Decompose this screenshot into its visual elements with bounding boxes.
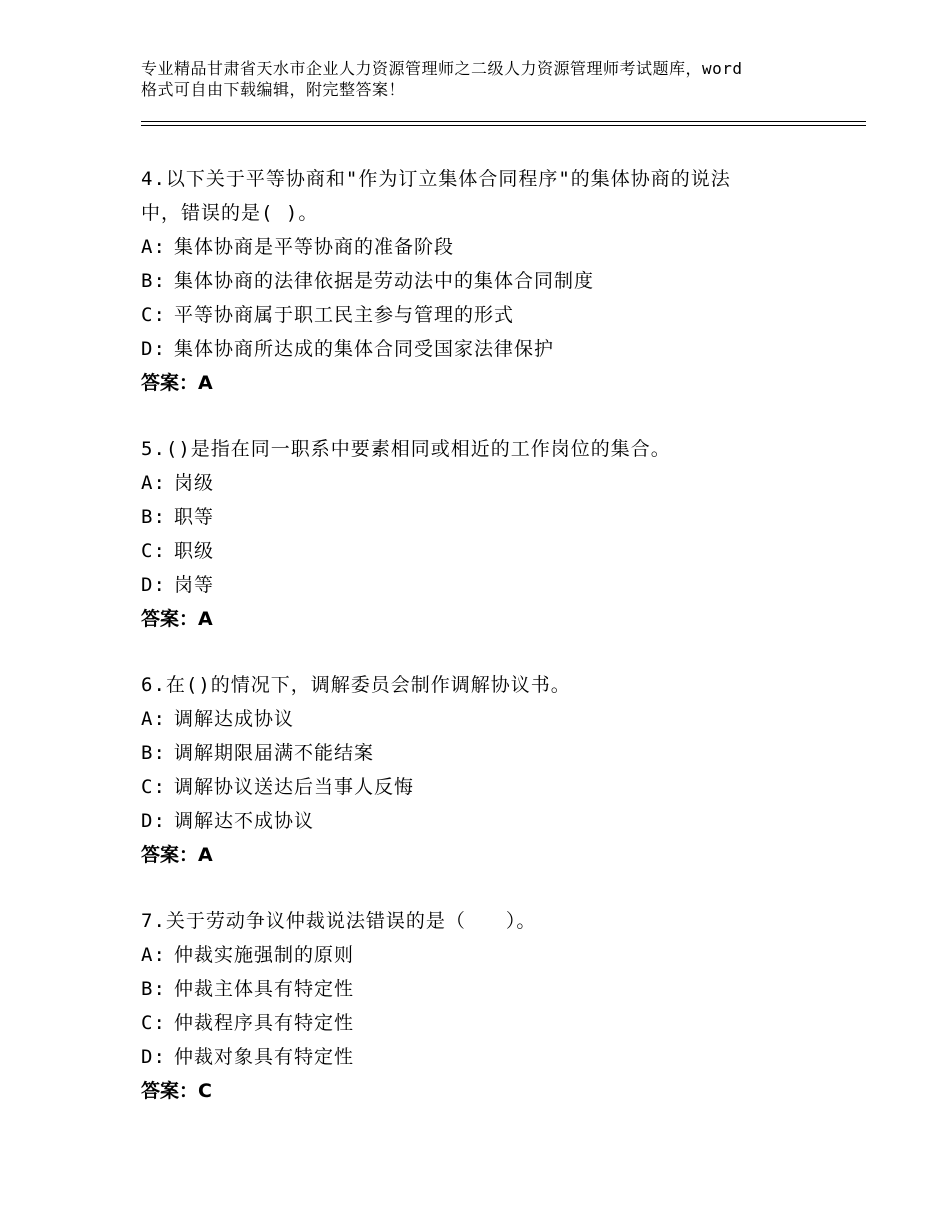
- option-letter: A:: [141, 472, 166, 494]
- question-6: [141, 668, 861, 872]
- option-letter: D:: [141, 810, 166, 832]
- option-d: [141, 1040, 861, 1074]
- question-5: [141, 432, 861, 636]
- question-stem-line: 4.以下关于平等协商和"作为订立集体合同程序"的集体协商的说法: [141, 168, 731, 190]
- option-a: [141, 230, 861, 264]
- option-a: [141, 938, 861, 972]
- option-text: 调解达不成协议: [174, 810, 315, 832]
- option-letter: C:: [141, 540, 166, 562]
- question-stem: [141, 432, 861, 466]
- question-4: [141, 162, 861, 400]
- option-text: 仲裁主体具有特定性: [174, 978, 355, 1000]
- option-letter: D:: [141, 338, 166, 360]
- option-text: 仲裁程序具有特定性: [174, 1012, 355, 1034]
- option-text: 调解达成协议: [174, 708, 295, 730]
- option-c: [141, 770, 861, 804]
- question-stem-line: 7.关于劳动争议仲裁说法错误的是（ ）。: [141, 910, 537, 932]
- option-text: 岗等: [174, 574, 215, 596]
- option-text: 调解协议送达后当事人反悔: [174, 776, 415, 798]
- question-stem-line: 5.()是指在同一职系中要素相同或相近的工作岗位的集合。: [141, 438, 671, 460]
- option-letter: C:: [141, 304, 166, 326]
- option-letter: D:: [141, 1046, 166, 1068]
- option-text: 平等协商属于职工民主参与管理的形式: [174, 304, 515, 326]
- option-text: 调解期限届满不能结案: [174, 742, 375, 764]
- answer-value: A: [198, 372, 213, 394]
- option-letter: B:: [141, 742, 166, 764]
- option-c: [141, 298, 861, 332]
- answer-line: [141, 602, 861, 636]
- answer-label: 答案：: [141, 1080, 199, 1102]
- option-text: 集体协商是平等协商的准备阶段: [174, 236, 455, 258]
- question-stem-line: 6.在()的情况下，调解委员会制作调解协议书。: [141, 674, 571, 696]
- header-rule-bottom: [141, 125, 866, 126]
- question-stem-line: 中，错误的是( )。: [141, 202, 319, 224]
- answer-value: A: [198, 608, 213, 630]
- option-d: [141, 804, 861, 838]
- option-letter: B:: [141, 978, 166, 1000]
- option-letter: C:: [141, 1012, 166, 1034]
- answer-value: C: [198, 1080, 212, 1102]
- option-text: 仲裁对象具有特定性: [174, 1046, 355, 1068]
- answer-line: [141, 838, 861, 872]
- answer-line: [141, 1074, 861, 1108]
- answer-line: [141, 366, 861, 400]
- header-line-1: 专业精品甘肃省天水市企业人力资源管理师之二级人力资源管理师考试题库，word: [141, 59, 743, 78]
- option-letter: A:: [141, 708, 166, 730]
- option-letter: A:: [141, 236, 166, 258]
- question-stem: [141, 162, 861, 230]
- answer-label: 答案：: [141, 608, 199, 630]
- answer-label: 答案：: [141, 844, 199, 866]
- option-text: 仲裁实施强制的原则: [174, 944, 355, 966]
- option-d: [141, 568, 861, 602]
- option-text: 职等: [174, 506, 215, 528]
- option-c: [141, 1006, 861, 1040]
- option-text: 集体协商所达成的集体合同受国家法律保护: [174, 338, 555, 360]
- option-b: [141, 264, 861, 298]
- option-c: [141, 534, 861, 568]
- option-a: [141, 466, 861, 500]
- option-text: 岗级: [174, 472, 215, 494]
- option-b: [141, 500, 861, 534]
- question-stem: [141, 904, 861, 938]
- document-header: [141, 58, 841, 100]
- question-stem: [141, 668, 861, 702]
- option-a: [141, 702, 861, 736]
- option-b: [141, 972, 861, 1006]
- option-letter: B:: [141, 270, 166, 292]
- option-letter: D:: [141, 574, 166, 596]
- answer-value: A: [198, 844, 213, 866]
- question-list: [141, 162, 861, 1140]
- answer-label: 答案：: [141, 372, 199, 394]
- option-letter: B:: [141, 506, 166, 528]
- header-line-2: 格式可自由下载编辑，附完整答案！: [141, 80, 406, 99]
- option-b: [141, 736, 861, 770]
- header-rule-top: [141, 121, 866, 122]
- option-letter: A:: [141, 944, 166, 966]
- option-d: [141, 332, 861, 366]
- option-text: 职级: [174, 540, 215, 562]
- option-text: 集体协商的法律依据是劳动法中的集体合同制度: [174, 270, 595, 292]
- option-letter: C:: [141, 776, 166, 798]
- question-7: [141, 904, 861, 1108]
